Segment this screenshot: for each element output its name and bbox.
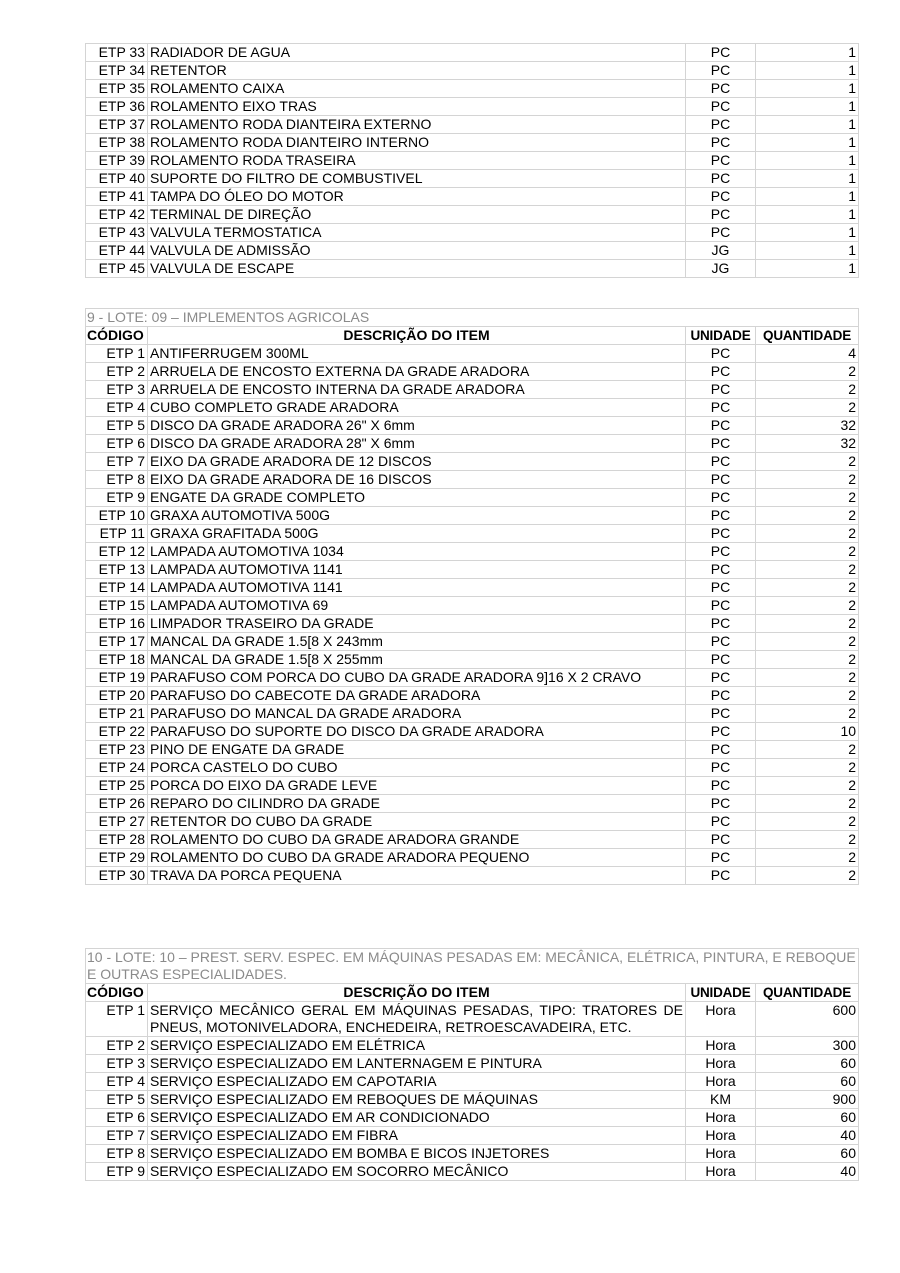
item-quantity: 1 [756, 62, 859, 80]
item-description: ROLAMENTO RODA TRASEIRA [148, 152, 686, 170]
item-description: DISCO DA GRADE ARADORA 28" X 6mm [148, 435, 686, 453]
item-unit: PC [686, 170, 756, 188]
item-unit: PC [686, 80, 756, 98]
item-description: LIMPADOR TRASEIRO DA GRADE [148, 615, 686, 633]
item-code: ETP 16 [86, 615, 148, 633]
item-unit: PC [686, 116, 756, 134]
item-quantity: 2 [756, 363, 859, 381]
item-unit: PC [686, 651, 756, 669]
table-row [86, 795, 859, 813]
item-unit: PC [686, 507, 756, 525]
item-code: ETP 15 [86, 597, 148, 615]
table-row [86, 471, 859, 489]
item-quantity: 1 [756, 44, 859, 62]
item-unit: PC [686, 543, 756, 561]
item-code: ETP 22 [86, 723, 148, 741]
item-description: RETENTOR [148, 62, 686, 80]
item-description: LAMPADA AUTOMOTIVA 1141 [148, 579, 686, 597]
table-row [86, 435, 859, 453]
item-quantity: 2 [756, 507, 859, 525]
item-description: TAMPA DO ÓLEO DO MOTOR [148, 188, 686, 206]
table-row [86, 633, 859, 651]
item-unit: PC [686, 831, 756, 849]
item-quantity: 1 [756, 224, 859, 242]
table-row [86, 831, 859, 849]
item-code: ETP 45 [86, 260, 148, 278]
table-row [86, 399, 859, 417]
item-description: EIXO DA GRADE ARADORA DE 12 DISCOS [148, 453, 686, 471]
header-code: CÓDIGO [86, 327, 148, 345]
item-code: ETP 10 [86, 507, 148, 525]
item-unit: Hora [686, 1127, 756, 1145]
item-code: ETP 33 [86, 44, 148, 62]
item-unit: PC [686, 399, 756, 417]
item-quantity: 2 [756, 615, 859, 633]
item-quantity: 1 [756, 260, 859, 278]
item-quantity: 40 [756, 1127, 859, 1145]
table-row [86, 170, 859, 188]
item-quantity: 2 [756, 633, 859, 651]
item-quantity: 1 [756, 98, 859, 116]
table-row [86, 1109, 859, 1127]
item-code: ETP 42 [86, 206, 148, 224]
item-description: GRAXA AUTOMOTIVA 500G [148, 507, 686, 525]
item-unit: PC [686, 633, 756, 651]
item-code: ETP 20 [86, 687, 148, 705]
item-code: ETP 8 [86, 1145, 148, 1163]
items-table [85, 308, 859, 885]
item-description: LAMPADA AUTOMOTIVA 1141 [148, 561, 686, 579]
item-code: ETP 35 [86, 80, 148, 98]
item-unit: PC [686, 471, 756, 489]
item-description: ANTIFERRUGEM 300ML [148, 345, 686, 363]
item-unit: PC [686, 705, 756, 723]
item-quantity: 1 [756, 206, 859, 224]
item-code: ETP 18 [86, 651, 148, 669]
item-description: PARAFUSO COM PORCA DO CUBO DA GRADE ARADORA 9]16 X 2 CRAVO [148, 669, 686, 687]
item-unit: KM [686, 1091, 756, 1109]
item-description: VALVULA DE ADMISSÃO [148, 242, 686, 260]
table-row [86, 507, 859, 525]
item-code: ETP 29 [86, 849, 148, 867]
item-quantity: 1 [756, 134, 859, 152]
item-code: ETP 23 [86, 741, 148, 759]
item-quantity: 2 [756, 831, 859, 849]
item-unit: PC [686, 381, 756, 399]
item-code: ETP 7 [86, 1127, 148, 1145]
table-row [86, 260, 859, 278]
items-table [85, 948, 859, 1181]
item-description: ROLAMENTO RODA DIANTEIRA EXTERNO [148, 116, 686, 134]
item-code: ETP 8 [86, 471, 148, 489]
item-code: ETP 11 [86, 525, 148, 543]
item-code: ETP 27 [86, 813, 148, 831]
item-quantity: 60 [756, 1073, 859, 1091]
item-description: PORCA CASTELO DO CUBO [148, 759, 686, 777]
item-description: TRAVA DA PORCA PEQUENA [148, 867, 686, 885]
item-description: PARAFUSO DO CABECOTE DA GRADE ARADORA [148, 687, 686, 705]
item-unit: PC [686, 669, 756, 687]
item-code: ETP 12 [86, 543, 148, 561]
lote-9-table [85, 308, 858, 885]
table-row [86, 363, 859, 381]
items-table-continuation [85, 43, 858, 278]
item-code: ETP 21 [86, 705, 148, 723]
item-quantity: 32 [756, 417, 859, 435]
item-unit: Hora [686, 1055, 756, 1073]
item-quantity: 300 [756, 1037, 859, 1055]
item-code: ETP 41 [86, 188, 148, 206]
item-code: ETP 14 [86, 579, 148, 597]
item-quantity: 4 [756, 345, 859, 363]
item-unit: PC [686, 44, 756, 62]
item-code: ETP 6 [86, 1109, 148, 1127]
item-description: MANCAL DA GRADE 1.5[8 X 243mm [148, 633, 686, 651]
header-quantity: QUANTIDADE [756, 984, 859, 1002]
table-row [86, 543, 859, 561]
item-unit: PC [686, 453, 756, 471]
item-description: ROLAMENTO EIXO TRAS [148, 98, 686, 116]
item-unit: PC [686, 206, 756, 224]
item-code: ETP 43 [86, 224, 148, 242]
item-code: ETP 39 [86, 152, 148, 170]
item-quantity: 2 [756, 561, 859, 579]
item-quantity: 2 [756, 597, 859, 615]
table-row [86, 224, 859, 242]
item-description: DISCO DA GRADE ARADORA 26" X 6mm [148, 417, 686, 435]
item-unit: PC [686, 849, 756, 867]
item-unit: JG [686, 260, 756, 278]
item-description: VALVULA DE ESCAPE [148, 260, 686, 278]
item-quantity: 1 [756, 188, 859, 206]
item-description: CUBO COMPLETO GRADE ARADORA [148, 399, 686, 417]
item-quantity: 2 [756, 489, 859, 507]
item-description: SERVIÇO ESPECIALIZADO EM FIBRA [148, 1127, 686, 1145]
item-quantity: 1 [756, 170, 859, 188]
item-quantity: 2 [756, 705, 859, 723]
item-quantity: 2 [756, 453, 859, 471]
item-description: ARRUELA DE ENCOSTO INTERNA DA GRADE ARADORA [148, 381, 686, 399]
table-row [86, 615, 859, 633]
table-row [86, 134, 859, 152]
item-code: ETP 13 [86, 561, 148, 579]
item-quantity: 1 [756, 116, 859, 134]
item-description: ROLAMENTO DO CUBO DA GRADE ARADORA PEQUENO [148, 849, 686, 867]
table-row [86, 561, 859, 579]
item-code: ETP 2 [86, 1037, 148, 1055]
item-description: PARAFUSO DO SUPORTE DO DISCO DA GRADE ARADORA [148, 723, 686, 741]
table-row [86, 525, 859, 543]
item-code: ETP 28 [86, 831, 148, 849]
item-quantity: 2 [756, 471, 859, 489]
lote-title: 10 - LOTE: 10 – PREST. SERV. ESPEC. EM MÁQUINAS PESADAS EM: MECÂNICA, ELÉTRICA, PINTURA, E REBOQUE E OUTRAS ESPECIALIDADES. [86, 949, 859, 984]
table-row [86, 489, 859, 507]
item-code: ETP 1 [86, 345, 148, 363]
table-row [86, 152, 859, 170]
item-unit: PC [686, 224, 756, 242]
item-description: SERVIÇO ESPECIALIZADO EM LANTERNAGEM E PINTURA [148, 1055, 686, 1073]
table-row [86, 62, 859, 80]
item-description: GRAXA GRAFITADA 500G [148, 525, 686, 543]
item-code: ETP 44 [86, 242, 148, 260]
item-unit: JG [686, 242, 756, 260]
item-description: RADIADOR DE AGUA [148, 44, 686, 62]
item-code: ETP 3 [86, 1055, 148, 1073]
item-code: ETP 25 [86, 777, 148, 795]
item-description: LAMPADA AUTOMOTIVA 1034 [148, 543, 686, 561]
header-unit: UNIDADE [686, 327, 756, 345]
item-quantity: 2 [756, 777, 859, 795]
item-quantity: 2 [756, 399, 859, 417]
table-row [86, 777, 859, 795]
table-row [86, 849, 859, 867]
item-quantity: 2 [756, 687, 859, 705]
lote-title-row [86, 309, 859, 327]
item-unit: PC [686, 98, 756, 116]
item-code: ETP 34 [86, 62, 148, 80]
item-description: ROLAMENTO CAIXA [148, 80, 686, 98]
item-unit: PC [686, 134, 756, 152]
item-description: LAMPADA AUTOMOTIVA 69 [148, 597, 686, 615]
item-quantity: 900 [756, 1091, 859, 1109]
header-description: DESCRIÇÃO DO ITEM [148, 327, 686, 345]
item-quantity: 2 [756, 741, 859, 759]
lote-title-row [86, 949, 859, 984]
item-quantity: 60 [756, 1055, 859, 1073]
header-row [86, 984, 859, 1002]
item-quantity: 40 [756, 1163, 859, 1181]
item-description: RETENTOR DO CUBO DA GRADE [148, 813, 686, 831]
table-row [86, 813, 859, 831]
item-quantity: 2 [756, 651, 859, 669]
table-row [86, 206, 859, 224]
item-unit: Hora [686, 1109, 756, 1127]
item-quantity: 2 [756, 759, 859, 777]
table-row [86, 1163, 859, 1181]
item-code: ETP 1 [86, 1002, 148, 1037]
item-description: PORCA DO EIXO DA GRADE LEVE [148, 777, 686, 795]
table-row [86, 723, 859, 741]
item-unit: PC [686, 561, 756, 579]
table-row [86, 417, 859, 435]
table-row [86, 453, 859, 471]
item-quantity: 2 [756, 579, 859, 597]
item-unit: PC [686, 188, 756, 206]
item-quantity: 1 [756, 80, 859, 98]
item-unit: Hora [686, 1163, 756, 1181]
item-description: EIXO DA GRADE ARADORA DE 16 DISCOS [148, 471, 686, 489]
table-row [86, 1002, 859, 1037]
item-code: ETP 4 [86, 1073, 148, 1091]
table-row [86, 1091, 859, 1109]
table-row [86, 80, 859, 98]
item-quantity: 2 [756, 813, 859, 831]
table-row [86, 867, 859, 885]
item-unit: PC [686, 741, 756, 759]
item-unit: PC [686, 687, 756, 705]
item-quantity: 1 [756, 242, 859, 260]
item-description: PARAFUSO DO MANCAL DA GRADE ARADORA [148, 705, 686, 723]
item-unit: PC [686, 435, 756, 453]
item-code: ETP 17 [86, 633, 148, 651]
header-row [86, 327, 859, 345]
item-code: ETP 26 [86, 795, 148, 813]
item-quantity: 10 [756, 723, 859, 741]
item-quantity: 2 [756, 525, 859, 543]
item-quantity: 60 [756, 1145, 859, 1163]
items-table [85, 43, 859, 278]
item-description: SERVIÇO ESPECIALIZADO EM REBOQUES DE MÁQUINAS [148, 1091, 686, 1109]
item-description: TERMINAL DE DIREÇÃO [148, 206, 686, 224]
item-quantity: 600 [756, 1002, 859, 1037]
item-code: ETP 5 [86, 417, 148, 435]
item-unit: PC [686, 723, 756, 741]
table-row [86, 687, 859, 705]
item-unit: PC [686, 525, 756, 543]
item-description: SUPORTE DO FILTRO DE COMBUSTIVEL [148, 170, 686, 188]
table-row [86, 741, 859, 759]
item-quantity: 2 [756, 543, 859, 561]
item-description: VALVULA TERMOSTATICA [148, 224, 686, 242]
item-description: REPARO DO CILINDRO DA GRADE [148, 795, 686, 813]
table-row [86, 597, 859, 615]
table-row [86, 1037, 859, 1055]
table-row [86, 651, 859, 669]
table-row [86, 116, 859, 134]
table-row [86, 579, 859, 597]
table-row [86, 759, 859, 777]
item-unit: PC [686, 867, 756, 885]
item-code: ETP 30 [86, 867, 148, 885]
header-description: DESCRIÇÃO DO ITEM [148, 984, 686, 1002]
item-description: ENGATE DA GRADE COMPLETO [148, 489, 686, 507]
table-row [86, 98, 859, 116]
item-code: ETP 9 [86, 1163, 148, 1181]
item-code: ETP 4 [86, 399, 148, 417]
item-code: ETP 2 [86, 363, 148, 381]
item-quantity: 1 [756, 152, 859, 170]
item-unit: PC [686, 795, 756, 813]
item-description: SERVIÇO ESPECIALIZADO EM ELÉTRICA [148, 1037, 686, 1055]
item-description: SERVIÇO ESPECIALIZADO EM CAPOTARIA [148, 1073, 686, 1091]
item-quantity: 32 [756, 435, 859, 453]
item-quantity: 2 [756, 381, 859, 399]
table-row [86, 1145, 859, 1163]
item-code: ETP 37 [86, 116, 148, 134]
item-description: SERVIÇO ESPECIALIZADO EM SOCORRO MECÂNICO [148, 1163, 686, 1181]
item-unit: PC [686, 363, 756, 381]
table-row [86, 242, 859, 260]
item-code: ETP 36 [86, 98, 148, 116]
item-unit: Hora [686, 1037, 756, 1055]
item-unit: PC [686, 489, 756, 507]
table-row [86, 1127, 859, 1145]
lote-10-table [85, 948, 858, 1181]
item-code: ETP 19 [86, 669, 148, 687]
item-unit: Hora [686, 1002, 756, 1037]
item-description: ARRUELA DE ENCOSTO EXTERNA DA GRADE ARADORA [148, 363, 686, 381]
header-code: CÓDIGO [86, 984, 148, 1002]
table-row [86, 345, 859, 363]
item-quantity: 60 [756, 1109, 859, 1127]
table-row [86, 1055, 859, 1073]
item-code: ETP 5 [86, 1091, 148, 1109]
table-row [86, 669, 859, 687]
item-description: MANCAL DA GRADE 1.5[8 X 255mm [148, 651, 686, 669]
item-unit: PC [686, 777, 756, 795]
item-code: ETP 24 [86, 759, 148, 777]
table-row [86, 705, 859, 723]
item-description: SERVIÇO MECÂNICO GERAL EM MÁQUINAS PESADAS, TIPO: TRATORES DE PNEUS, MOTONIVELADORA, ENCHEDEIRA, RETROESCAVADEIRA, ETC. [148, 1002, 686, 1037]
item-code: ETP 7 [86, 453, 148, 471]
item-code: ETP 6 [86, 435, 148, 453]
item-unit: PC [686, 152, 756, 170]
table-row [86, 381, 859, 399]
item-unit: PC [686, 615, 756, 633]
item-quantity: 2 [756, 849, 859, 867]
header-quantity: QUANTIDADE [756, 327, 859, 345]
item-quantity: 2 [756, 795, 859, 813]
item-unit: Hora [686, 1073, 756, 1091]
item-unit: PC [686, 597, 756, 615]
item-code: ETP 38 [86, 134, 148, 152]
item-description: ROLAMENTO DO CUBO DA GRADE ARADORA GRANDE [148, 831, 686, 849]
item-description: PINO DE ENGATE DA GRADE [148, 741, 686, 759]
item-code: ETP 9 [86, 489, 148, 507]
item-unit: Hora [686, 1145, 756, 1163]
item-quantity: 2 [756, 867, 859, 885]
table-row [86, 1073, 859, 1091]
item-description: SERVIÇO ESPECIALIZADO EM AR CONDICIONADO [148, 1109, 686, 1127]
item-code: ETP 3 [86, 381, 148, 399]
item-unit: PC [686, 345, 756, 363]
item-unit: PC [686, 579, 756, 597]
item-description: SERVIÇO ESPECIALIZADO EM BOMBA E BICOS INJETORES [148, 1145, 686, 1163]
header-unit: UNIDADE [686, 984, 756, 1002]
item-unit: PC [686, 759, 756, 777]
item-description: ROLAMENTO RODA DIANTEIRO INTERNO [148, 134, 686, 152]
table-row [86, 44, 859, 62]
item-unit: PC [686, 62, 756, 80]
table-row [86, 188, 859, 206]
item-unit: PC [686, 417, 756, 435]
lote-title: 9 - LOTE: 09 – IMPLEMENTOS AGRICOLAS [86, 309, 859, 327]
item-unit: PC [686, 813, 756, 831]
item-quantity: 2 [756, 669, 859, 687]
item-code: ETP 40 [86, 170, 148, 188]
